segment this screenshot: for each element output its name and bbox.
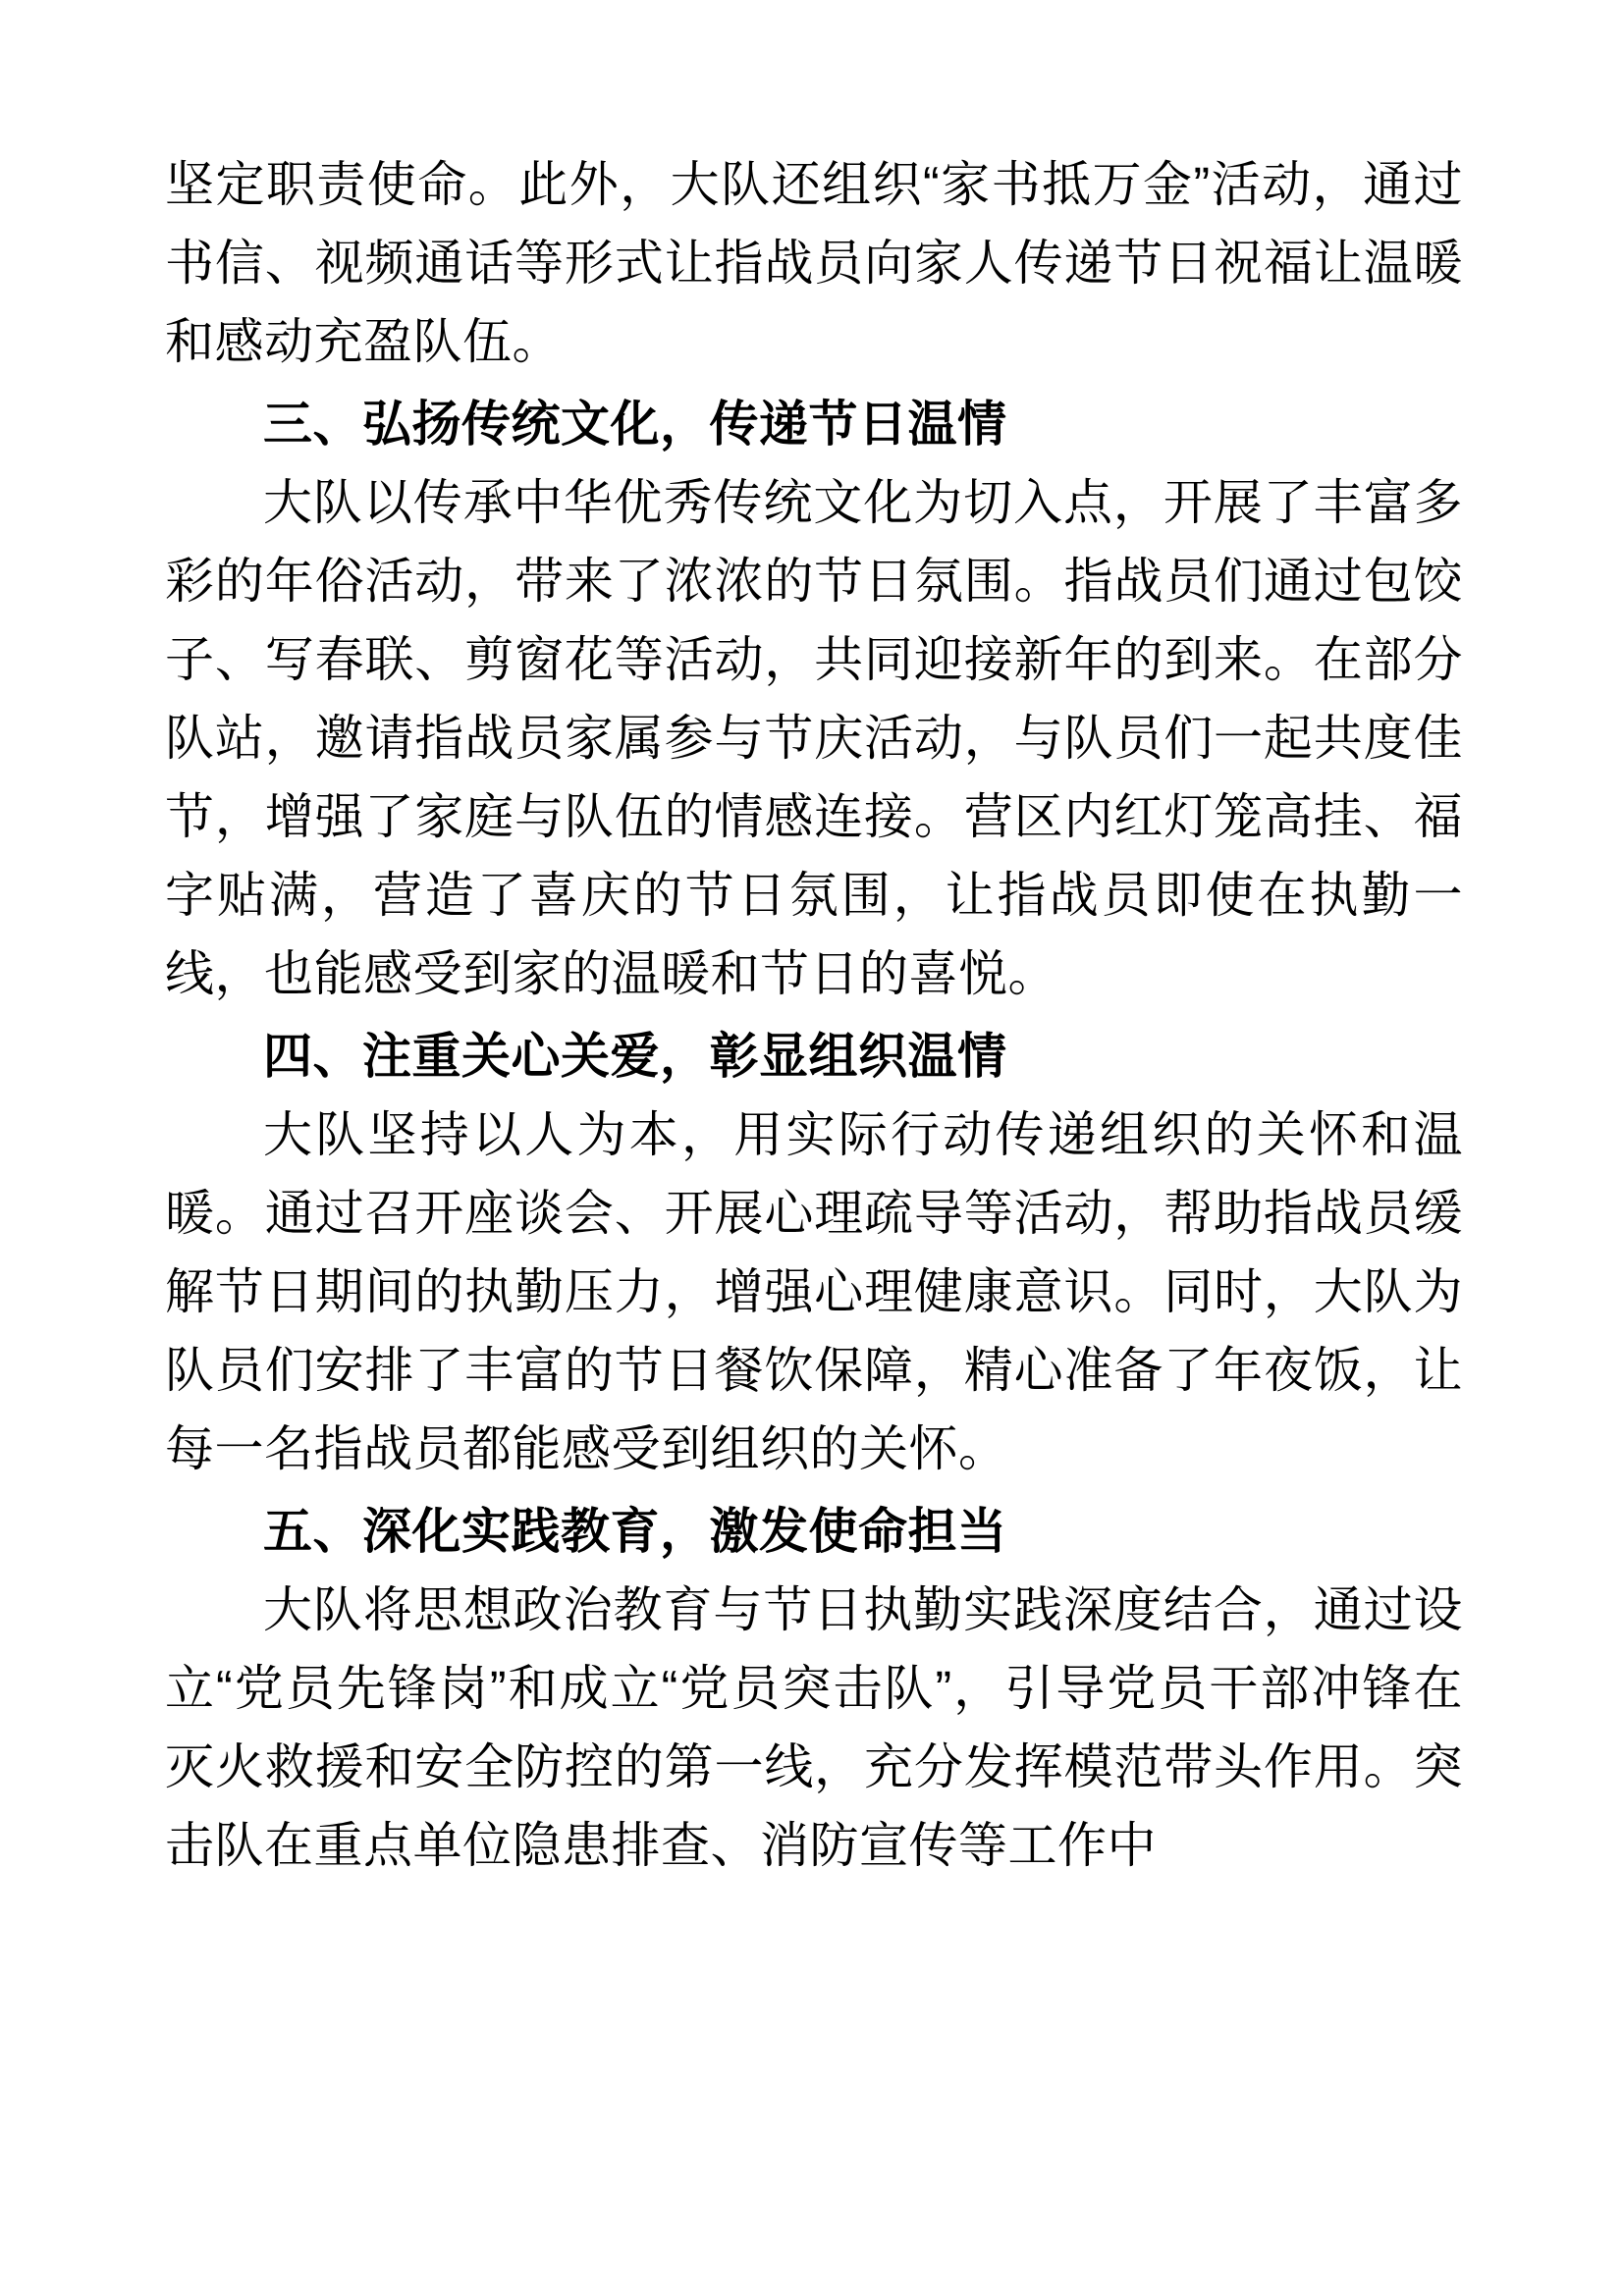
paragraph-continued: 坚定职责使命。此外，大队还组织“家书抵万金”活动，通过书信、视频通话等形式让指战员向家人传递节日祝福让温暖和感动充盈队伍。 bbox=[165, 157, 1463, 369]
paragraph-section-five: 大队将思想政治教育与节日执勤实践深度结合，通过设立“党员先锋岗”和成立“党员突击队”，引导党员干部冲锋在灭火救援和安全防控的第一线，充分发挥模范带头作用。突击队在重点单位隐患排查、消防宣传等工作中 bbox=[165, 1582, 1463, 1873]
section-heading-three: 三、弘扬传统文化，传递节日温情 bbox=[263, 397, 1007, 452]
section-heading-four: 四、注重关心关爱，彰显组织温情 bbox=[263, 1029, 1007, 1084]
paragraph-section-three: 大队以传承中华优秀传统文化为切入点，开展了丰富多彩的年俗活动，带来了浓浓的节日氛围。指战员们通过包饺子、写春联、剪窗花等活动，共同迎接新年的到来。在部分队站，邀请指战员家属参与节庆活动，与队员们一起共度佳节，增强了家庭与队伍的情感连接。营区内红灯笼高挂、福字贴满，营造了喜庆的节日氛围，让指战员即使在执勤一线，也能感受到家的温暖和节日的喜悦。 bbox=[165, 475, 1463, 1001]
paragraph-section-four: 大队坚持以人为本，用实际行动传递组织的关怀和温暖。通过召开座谈会、开展心理疏导等活动，帮助指战员缓解节日期间的执勤压力，增强心理健康意识。同时，大队为队员们安排了丰富的节日餐饮保障，精心准备了年夜饭，让每一名指战员都能感受到组织的关怀。 bbox=[165, 1107, 1463, 1476]
document-body bbox=[165, 145, 1463, 1885]
section-heading-five: 五、深化实践教育，激发使命担当 bbox=[263, 1504, 1007, 1559]
